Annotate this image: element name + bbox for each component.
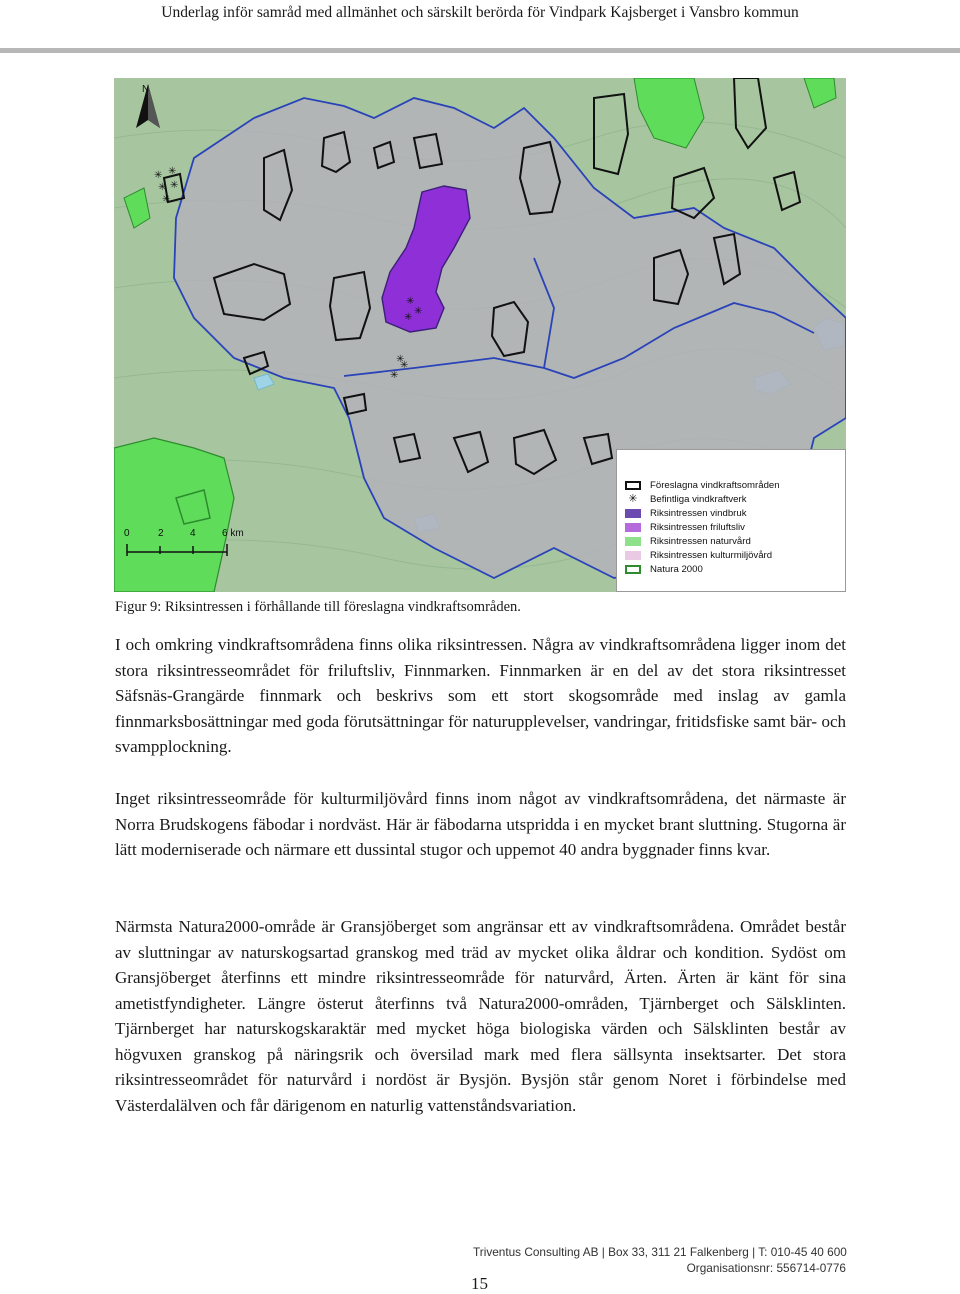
scale-label: 4 — [190, 528, 196, 539]
legend-swatch — [625, 565, 641, 574]
scale-label: 2 — [158, 528, 164, 539]
legend-swatch — [625, 551, 641, 560]
legend-label: Natura 2000 — [650, 564, 703, 575]
legend-item-friluftsliv — [625, 521, 745, 534]
page-header — [0, 0, 960, 28]
body-paragraph: Närmsta Natura2000-område är Gransjöberget som angränsar ett av vindkraftsområdena. Området består av sluttningar av naturskogsartad granskog med träd av mycket olika åldrar och kondition. Sydöst om Gransjöberget återfinns ett mindre riksintresseområde för naturvård, Ärten. Ärten är känt för sina ametistfyndigheter. Längre österut återfinns två Natura2000-områden, Tjärnberget och Sälsklinten. Tjärnberget har naturskogskaraktär med mycket höga biologiska värden och Sälsklinten består av högvuxen granskog på näringsrik och översilad mark med flera sällsynta insektsarter. Det stora riksintresseområdet för naturvård i nordöst är Bysjön. Bysjön står genom Noret i förbindelse med Västerdalälven och får därigenom en naturlig vattenståndsvariation. — [115, 917, 846, 1115]
svg-text:✳: ✳ — [158, 182, 167, 193]
legend-label: Befintliga vindkraftverk — [650, 494, 747, 505]
legend-item-natura2000 — [625, 563, 703, 576]
scale-label: 0 — [124, 528, 130, 539]
svg-text:✳: ✳ — [154, 170, 163, 181]
legend-swatch — [625, 481, 641, 490]
svg-text:✳: ✳ — [396, 354, 405, 365]
legend-label: Riksintressen naturvård — [650, 536, 751, 547]
scale-bar — [122, 528, 262, 562]
legend-item-naturvard — [625, 535, 751, 548]
legend-label: Riksintressen friluftsliv — [650, 522, 745, 533]
svg-text:✳: ✳ — [162, 194, 171, 205]
svg-text:✳: ✳ — [414, 306, 423, 317]
scale-bar-line — [122, 542, 262, 562]
legend-item-existing-turbines — [625, 493, 747, 506]
legend-item-proposed-areas — [625, 479, 780, 492]
body-paragraph: Inget riksintresseområde för kulturmiljövård finns inom något av vindkraftsområdena, det närmaste är Norra Brudskogens fäbodar i nordväst. Här är fäbodarna utspridda i en mycket brant sluttning. Stugorna är lätt moderniserade och närmare ett dussintal stugor och uppemot 40 andra byggnader finns kvar. — [115, 789, 846, 859]
svg-text:✳: ✳ — [404, 312, 413, 323]
legend-label: Riksintressen vindbruk — [650, 508, 747, 519]
svg-text:✳: ✳ — [168, 166, 177, 177]
header-divider — [0, 48, 960, 53]
legend-label: Riksintressen kulturmiljövård — [650, 550, 773, 561]
map-legend — [616, 449, 846, 592]
legend-label: Föreslagna vindkraftsområden — [650, 480, 780, 491]
scale-label: 6 km — [222, 528, 244, 539]
svg-text:✳: ✳ — [406, 296, 415, 307]
svg-text:✳: ✳ — [390, 370, 399, 381]
footer-org-number: Organisationsnr: 556714-0776 — [686, 1261, 846, 1275]
legend-item-vindbruk — [625, 507, 747, 520]
north-label: N — [142, 84, 150, 95]
page-number: 15 — [471, 1274, 488, 1293]
figure-caption: Figur 9: Riksintressen i förhållande till föreslagna vindkraftsområden. — [115, 599, 521, 615]
legend-item-kulturmiljovard — [625, 549, 772, 562]
legend-swatch — [625, 509, 641, 518]
header-title: Underlag inför samråd med allmänhet och särskilt berörda för Vindpark Kajsberget i Vansbro kommun — [161, 4, 799, 21]
legend-swatch — [625, 523, 641, 532]
svg-text:✳: ✳ — [400, 360, 409, 371]
body-paragraph: I och omkring vindkraftsområdena finns olika riksintressen. Några av vindkraftsområdena ligger inom det stora riksintresseområdet för friluftsliv, Finnmarken. Finnmarken är en del av det stora riksintresset Säfsnäs-Grangärde finnmark och beskrivs som ett stort skogsområde med inslag av gamla finnmarksbosättningar med goda förutsättningar för naturupplevelser, vandringar, fritidsfiske samt bär- och svampplockning. — [115, 635, 846, 756]
legend-swatch — [625, 537, 641, 546]
wind-turbine-icon: ✳ — [628, 493, 638, 505]
footer-company-info: Triventus Consulting AB | Box 33, 311 21 Falkenberg | T: 010-45 40 600 — [473, 1245, 847, 1259]
svg-text:✳: ✳ — [170, 180, 179, 191]
